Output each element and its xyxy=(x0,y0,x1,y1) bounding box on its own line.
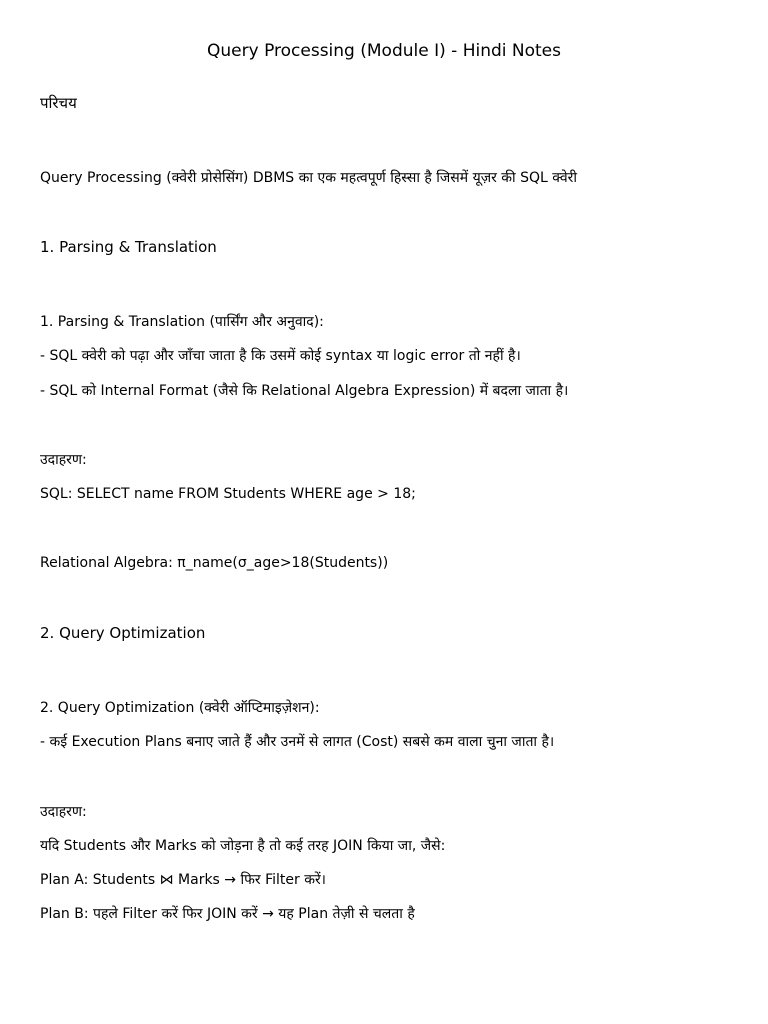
parsing-sql-example: SQL: SELECT name FROM Students WHERE age > 18; xyxy=(40,486,416,502)
optimization-plan-a: Plan A: Students ⋈ Marks → फिर Filter करें। xyxy=(40,872,326,888)
intro-paragraph: Query Processing (क्वेरी प्रोसेसिंग) DBMS का एक महत्वपूर्ण हिस्सा है जिसमें यूज़र की SQL क्वेरी xyxy=(40,170,578,186)
optimization-example-label: उदाहरण: xyxy=(40,804,87,820)
section-heading-parsing: 1. Parsing & Translation xyxy=(40,238,217,256)
optimization-subheading: 2. Query Optimization (क्वेरी ऑप्टिमाइज़ेशन): xyxy=(40,700,320,716)
section-heading-optimization: 2. Query Optimization xyxy=(40,624,206,642)
optimization-example-line: यदि Students और Marks को जोड़ना है तो कई तरह JOIN किया जा, जैसे: xyxy=(40,838,446,854)
optimization-bullet-1: - कई Execution Plans बनाए जाते हैं और उनमें से लागत (Cost) सबसे कम वाला चुना जाता है। xyxy=(40,734,555,750)
parsing-bullet-1: - SQL क्वेरी को पढ़ा और जाँचा जाता है कि उसमें कोई syntax या logic error तो नहीं है। xyxy=(40,348,521,364)
intro-heading: परिचय xyxy=(40,94,77,112)
optimization-plan-b: Plan B: पहले Filter करें फिर JOIN करें → यह Plan तेज़ी से चलता है xyxy=(40,906,415,922)
parsing-bullet-2: - SQL को Internal Format (जैसे कि Relational Algebra Expression) में बदला जाता है। xyxy=(40,383,569,399)
parsing-example-label: उदाहरण: xyxy=(40,452,87,468)
document-title: Query Processing (Module I) - Hindi Notes xyxy=(207,41,561,61)
parsing-subheading: 1. Parsing & Translation (पार्सिंग और अनुवाद): xyxy=(40,314,324,330)
parsing-relational-algebra-example: Relational Algebra: π_name(σ_age>18(Students)) xyxy=(40,555,389,571)
